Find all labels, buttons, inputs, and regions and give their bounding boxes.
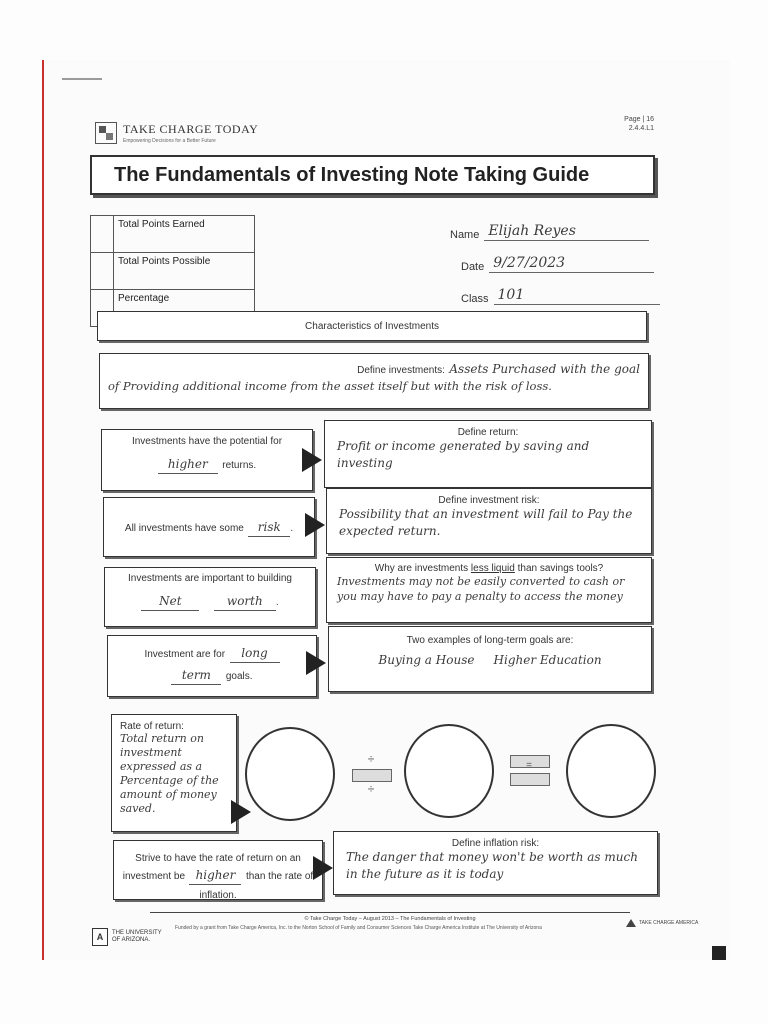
name-value: Elijah Reyes [488, 223, 576, 239]
inflation-risk-label: Define inflation risk: [451, 838, 540, 849]
liquidity-label-post: than savings tools? [514, 563, 604, 574]
formula-circle-3 [566, 724, 656, 818]
net-worth-answer-1: Net [141, 593, 199, 611]
footer-divider [150, 912, 630, 913]
strive-post: than the rate of inflation. [199, 871, 314, 901]
strive-text: Strive to have the rate of return on an investment be [122, 853, 301, 882]
define-return-answer: Profit or income generated by saving and investing [337, 439, 590, 470]
long-term-goals-box [328, 626, 652, 692]
risk-box [103, 497, 315, 557]
arrow-right-icon [302, 448, 322, 472]
section-title-box [97, 311, 647, 341]
rate-of-return-answer: Total return on investment expressed as a Percentage of the amount of money saved. [120, 732, 219, 815]
long-term-answer-2: term [171, 667, 221, 685]
date-label: Date [461, 261, 485, 273]
name-field [450, 222, 649, 241]
risk-answer: risk [248, 519, 290, 537]
divide-box [352, 769, 392, 782]
divide-icon-lower: ÷ [367, 782, 375, 796]
worksheet-title-box [90, 155, 655, 195]
define-risk-answer: Possibility that an investment will fail to Pay the expected return. [339, 507, 633, 538]
logo-tagline: Empowering Decisions for a Better Future [123, 138, 216, 144]
page-number [600, 115, 654, 133]
rate-of-return-box [111, 714, 237, 832]
define-investments-answer-2: of Providing additional income from the asset itself but with the risk of loss. [108, 379, 552, 393]
arrow-right-icon [313, 856, 333, 880]
divide-icon: ÷ [367, 752, 375, 766]
arrow-right-icon [231, 800, 251, 824]
define-investments-box [99, 353, 649, 409]
potential-text: Investments have the potential for [131, 436, 283, 447]
page-label: Page | 16 [624, 116, 654, 123]
ua-name-2: OF ARIZONA. [112, 937, 151, 943]
net-worth-answer-2: worth [214, 593, 276, 611]
score-label: Total Points Possible [114, 253, 255, 290]
rate-of-return-label: Rate of return: [120, 721, 184, 732]
university-of-arizona-logo [92, 928, 162, 946]
long-term-post: goals. [225, 671, 253, 682]
class-value: 101 [497, 287, 525, 303]
long-term-goals-answer: Buying a House Higher Education [378, 653, 602, 667]
define-risk-box [326, 488, 652, 554]
potential-box [101, 429, 313, 491]
equals-icon: = [526, 760, 532, 771]
tca-icon [626, 919, 636, 927]
net-worth-post: . [275, 597, 279, 608]
section-title: Characteristics of Investments [305, 320, 439, 332]
table-row [91, 216, 255, 253]
define-investments-answer-1: Assets Purchased with the goal [449, 362, 640, 376]
liquidity-label-pre: Why are investments [374, 563, 471, 574]
score-label: Percentage [114, 290, 255, 327]
logo-icon [95, 122, 117, 144]
footer-copyright: © Take Charge Today – August 2013 – The Fundamentals of Investing [304, 916, 476, 922]
formula-circle-2 [404, 724, 494, 818]
logo-name: TAKE CHARGE TODAY [123, 122, 259, 136]
define-investments-label: Define investments: [357, 365, 445, 376]
strive-answer: higher [189, 867, 241, 885]
pencil-mark [62, 78, 102, 80]
long-term-text: Investment are for [144, 649, 226, 660]
long-term-goals-label: Two examples of long-term goals are: [406, 635, 574, 646]
inflation-risk-answer: The danger that money won't be worth as much in the future as it is today [346, 850, 638, 881]
define-return-label: Define return: [457, 427, 519, 438]
define-return-box [324, 420, 652, 488]
score-cell [91, 216, 114, 253]
potential-answer: higher [158, 456, 218, 474]
potential-post: returns. [222, 460, 257, 471]
long-term-answer-1: long [230, 645, 280, 663]
inflation-risk-box [333, 831, 658, 895]
strive-box [113, 840, 323, 900]
score-label: Total Points Earned [114, 216, 255, 253]
net-worth-text: Investments are important to building [128, 573, 292, 584]
net-worth-box [104, 567, 316, 627]
table-row [91, 253, 255, 290]
liquidity-box [326, 557, 652, 623]
worksheet-title: The Fundamentals of Investing Note Taking Guide [114, 163, 590, 186]
liquidity-answer: Investments may not be easily converted to cash or you may have to pay a penalty to access the money [337, 575, 625, 603]
class-line [494, 286, 660, 305]
risk-post: . [290, 523, 294, 534]
class-label: Class [461, 293, 489, 305]
class-field [461, 286, 660, 305]
long-term-box [107, 635, 317, 697]
arrow-right-icon [305, 513, 325, 537]
footer-funding: Funded by a grant from Take Charge America, Inc. to the Norton School of Family and Consumer Sciences Take Charge America Institute at The University of Arizona [175, 925, 542, 931]
date-line [489, 254, 654, 273]
define-risk-label: Define investment risk: [438, 495, 540, 506]
name-label: Name [450, 229, 480, 241]
arrow-right-icon [306, 651, 326, 675]
page-corner-shadow [712, 946, 726, 960]
liquidity-label [337, 563, 641, 574]
take-charge-america-logo [626, 919, 698, 927]
ua-name-1: THE UNIVERSITY [112, 930, 162, 936]
take-charge-today-logo [95, 122, 258, 144]
date-field [461, 254, 654, 273]
risk-text: All investments have some [124, 523, 244, 534]
liquidity-label-underline: less liquid [470, 563, 515, 574]
score-cell [91, 253, 114, 290]
tca-name: TAKE CHARGE AMERICA [639, 920, 699, 926]
date-value: 9/27/2023 [493, 255, 566, 271]
equals-box-bottom [510, 773, 550, 786]
formula-circle-1 [245, 727, 335, 821]
name-line [484, 222, 649, 241]
page-code: 2.4.4.L1 [628, 125, 654, 132]
ua-icon: A [92, 928, 108, 946]
